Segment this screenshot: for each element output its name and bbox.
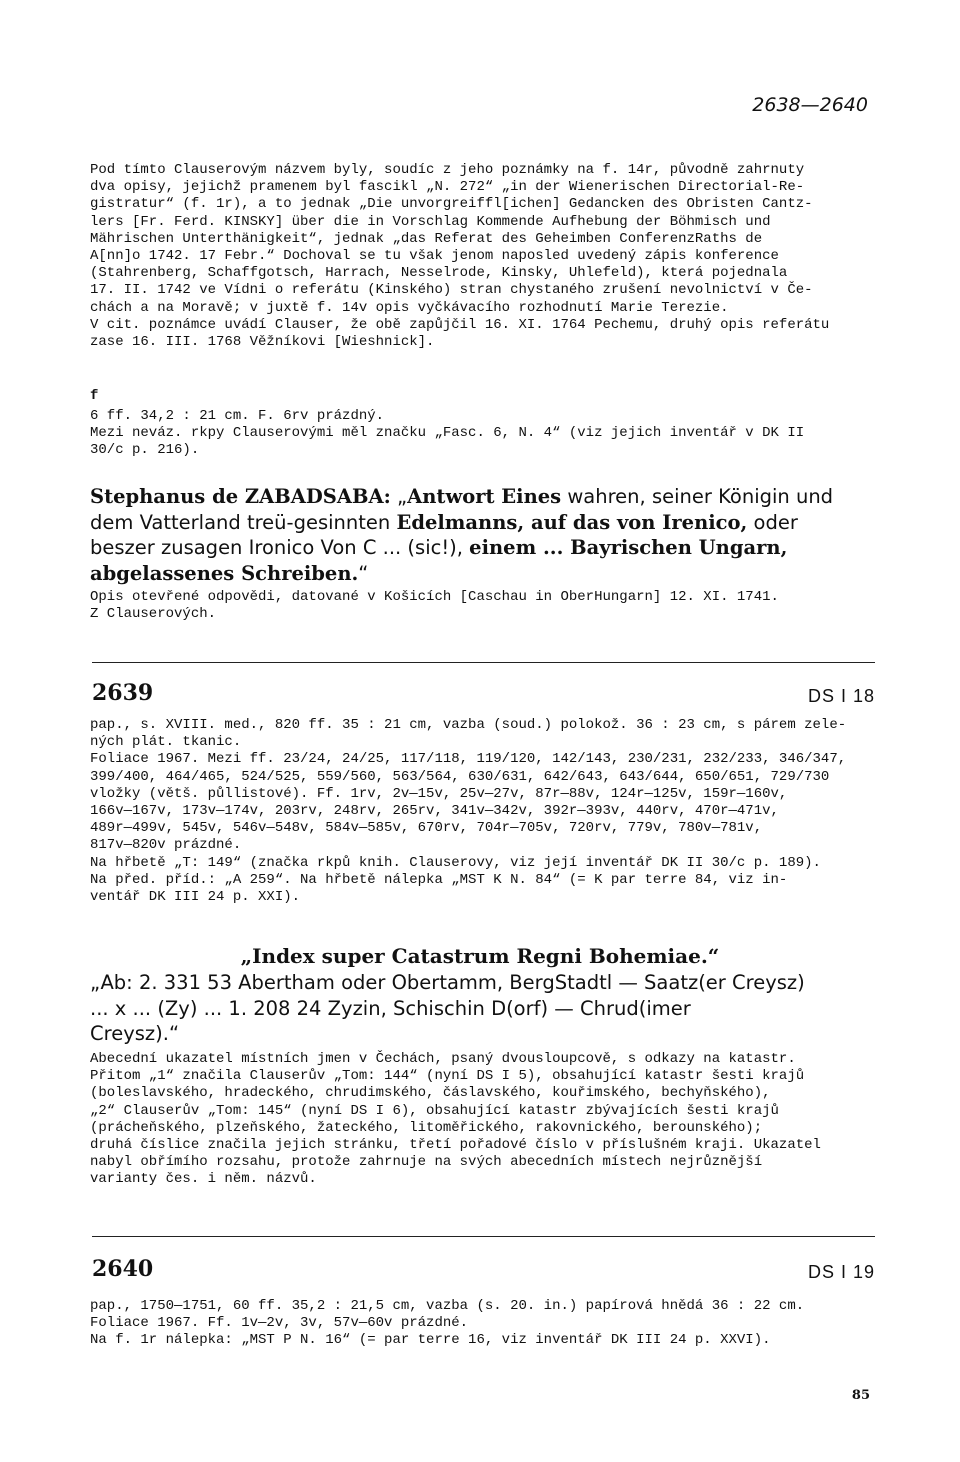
text-line: Mährischen Unterthänigkeit“, jednak „das Referat des Geheimben ConferenzRaths de xyxy=(90,230,763,247)
text-line: 30/c p. 216). xyxy=(90,442,200,459)
title-line: Stephanus de ZABADSABA: „Antwort Eines wahren, seiner Königin und xyxy=(90,485,834,508)
text-line: Mezi neváz. rkpy Clauserovými měl značku „Fasc. 6, N. 4“ (viz jejich inventář v DK II xyxy=(90,425,805,442)
content-description xyxy=(90,1051,870,1189)
marker-f: f xyxy=(90,388,99,404)
text-line: ventář DK III 24 p. XXI). xyxy=(90,889,301,906)
text-line: 399/400, 464/465, 524/525, 559/560, 563/564, 630/631, 642/643, 643/644, 650/651, 729/730 xyxy=(90,768,830,785)
text-line: Na před. příd.: „A 259“. Na hřbetě nálepka „MST K N. 84“ (= K par terre 84, viz in- xyxy=(90,871,788,888)
text-line: Abecední ukazatel místních jmen v Čechách, psaný dvousloupcově, s odkazy na katastr. xyxy=(90,1051,796,1067)
text-line: 489r—499v, 545v, 546v—548v, 584v—585v, 670rv, 704r—705v, 720rv, 779v, 780v—781v, xyxy=(90,820,763,837)
text-line: V cit. poznámce uvádí Clauser, že obě zapůjčil 16. XI. 1764 Pechemu, druhý opis referátu xyxy=(90,316,830,333)
incipit-line: Creysz).“ xyxy=(90,1022,180,1045)
item-marker xyxy=(90,388,870,405)
text-line: Na hřbetě „T: 149“ (značka rkpů knih. Clauserovy, viz její inventář DK II 30/c p. 189). xyxy=(90,854,821,871)
incipit-line: ... x ... (Zy) ... 1. 208 24 Zyzin, Schischin D(orf) — Chrud(imer xyxy=(90,996,691,1020)
text-line: pap., s. XVIII. med., 820 ff. 35 : 21 cm, vazba (soud.) polokož. 36 : 23 cm, s párem zele- xyxy=(90,717,847,733)
physical-description xyxy=(90,1298,870,1350)
text-line: dva opisy, jejichž pramenem byl fascikl „N. 272“ „in der Wienerischen Directorial-Re- xyxy=(90,179,805,196)
text-line: chách a na Moravě; v juxtě f. 14v opis vyčkávacího rozhodnutí Marie Terezie. xyxy=(90,299,729,316)
text-line: Z Clauserových. xyxy=(90,606,217,623)
text-line: (boleslavského, hradeckého, chrudimského, čáslavského, kouřimského, bechyňského), xyxy=(90,1085,771,1102)
text-line: gistratur“ (f. 1r), a to jednak „Die unvorgreiffl[ichen] Gedancken des Obristen Cantz- xyxy=(90,196,813,213)
work-title xyxy=(90,484,870,586)
section-divider xyxy=(92,662,875,663)
work-title: „Index super Catastrum Regni Bohemiae.“ xyxy=(240,944,720,968)
text-line: Pod tímto Clauserovým názvem byly, soudíc z jeho poznámky na f. 14r, původně zahrnuty xyxy=(90,162,805,178)
incipit xyxy=(90,970,870,1047)
title-line: dem Vatterland treü-gesinnten Edelmanns, auf das von Irenico, oder xyxy=(90,510,798,534)
text-line: A[nn]o 1742. 17 Febr.“ Dochoval se tu však jenom naposled uvedený zápis konference xyxy=(90,248,779,265)
text-line: 6 ff. 34,2 : 21 cm. F. 6rv prázdný. xyxy=(90,408,385,424)
title-line: abgelassenes Schreiben.“ xyxy=(90,561,369,585)
title-line: beszer zusagen Ironico Von C ... (sic!), einem ... Bayrischen Ungarn, xyxy=(90,536,788,559)
text-line: vložky (větš. půllistové). Ff. 1rv, 2v—15v, 25v—27v, 87r—88v, 124r—125v, 159r—160v, xyxy=(90,785,788,802)
continuation-paragraph xyxy=(90,162,870,351)
physical-description xyxy=(90,408,870,460)
text-line: 166v—167v, 173v—174v, 203rv, 248rv, 265rv, 341v—342v, 392r—393v, 440rv, 470r—471v, xyxy=(90,803,779,820)
text-line: Foliace 1967. Ff. 1v—2v, 3v, 57v—60v prázdné. xyxy=(90,1315,469,1332)
shelf-mark: DS I 18 xyxy=(807,686,875,706)
page-number: 85 xyxy=(851,1388,870,1403)
text-line: Opis otevřené odpovědi, datované v Košicích [Caschau in OberHungarn] 12. XI. 1741. xyxy=(90,589,779,605)
text-line: (prácheňského, plzeňského, žateckého, litoměřického, rakovnického, berounského); xyxy=(90,1119,763,1136)
incipit-line: „Ab: 2. 331 53 Abertham oder Obertamm, BergStadtl — Saatz(er Creysz) xyxy=(90,971,805,994)
text-line: (Stahrenberg, Schaffgotsch, Harrach, Nesselrode, Kinsky, Uhlefeld), která pojednala xyxy=(90,265,788,282)
text-line: druhá číslice značila jejich stránku, třetí pořadové číslo v příslušném kraji. Ukazatel xyxy=(90,1137,821,1154)
entry-number: 2640 xyxy=(92,1256,154,1282)
section-divider xyxy=(92,1236,875,1237)
entry-number: 2639 xyxy=(92,680,154,706)
text-line: varianty čes. i něm. názvů. xyxy=(90,1171,317,1188)
text-line: zase 16. III. 1768 Věžníkovi [Wieshnick]. xyxy=(90,334,435,351)
text-line: pap., 1750—1751, 60 ff. 35,2 : 21,5 cm, vazba (s. 20. in.) papírová hnědá 36 : 22 cm. xyxy=(90,1298,805,1314)
text-line: ných plát. tkanic. xyxy=(90,734,242,751)
text-line: Přitom „1“ značila Clauserův „Tom: 144“ (nyní DS I 5), obsahující katastr šesti krajů xyxy=(90,1068,805,1085)
text-line: Foliace 1967. Mezi ff. 23/24, 24/25, 117/118, 119/120, 142/143, 230/231, 232/233, 346/347, xyxy=(90,751,847,768)
text-line: 17. II. 1742 ve Vídni o referátu (Kinského) stran chystaného zrušení nevolnictví v Če- xyxy=(90,282,813,299)
physical-description xyxy=(90,717,870,906)
text-line: 817v—820v prázdné. xyxy=(90,837,242,854)
shelf-mark: DS I 19 xyxy=(807,1262,875,1282)
running-head: 2638—2640 xyxy=(752,94,868,116)
text-line: Na f. 1r nálepka: „MST P N. 16“ (= par terre 16, viz inventář DK III 24 p. XXVI). xyxy=(90,1332,771,1349)
text-line: „2“ Clauserův „Tom: 145“ (nyní DS I 6), obsahující katastr zbývajících šesti krajů xyxy=(90,1102,779,1119)
text-line: lers [Fr. Ferd. KINSKY] über die in Vorschlag Kommende Aufhebung der Böhmisch und xyxy=(90,213,771,230)
text-line: nabyl obřímího rozsahu, protože zahrnuje na svých abecedních místech nejrůznější xyxy=(90,1154,763,1171)
content-description xyxy=(90,589,870,623)
